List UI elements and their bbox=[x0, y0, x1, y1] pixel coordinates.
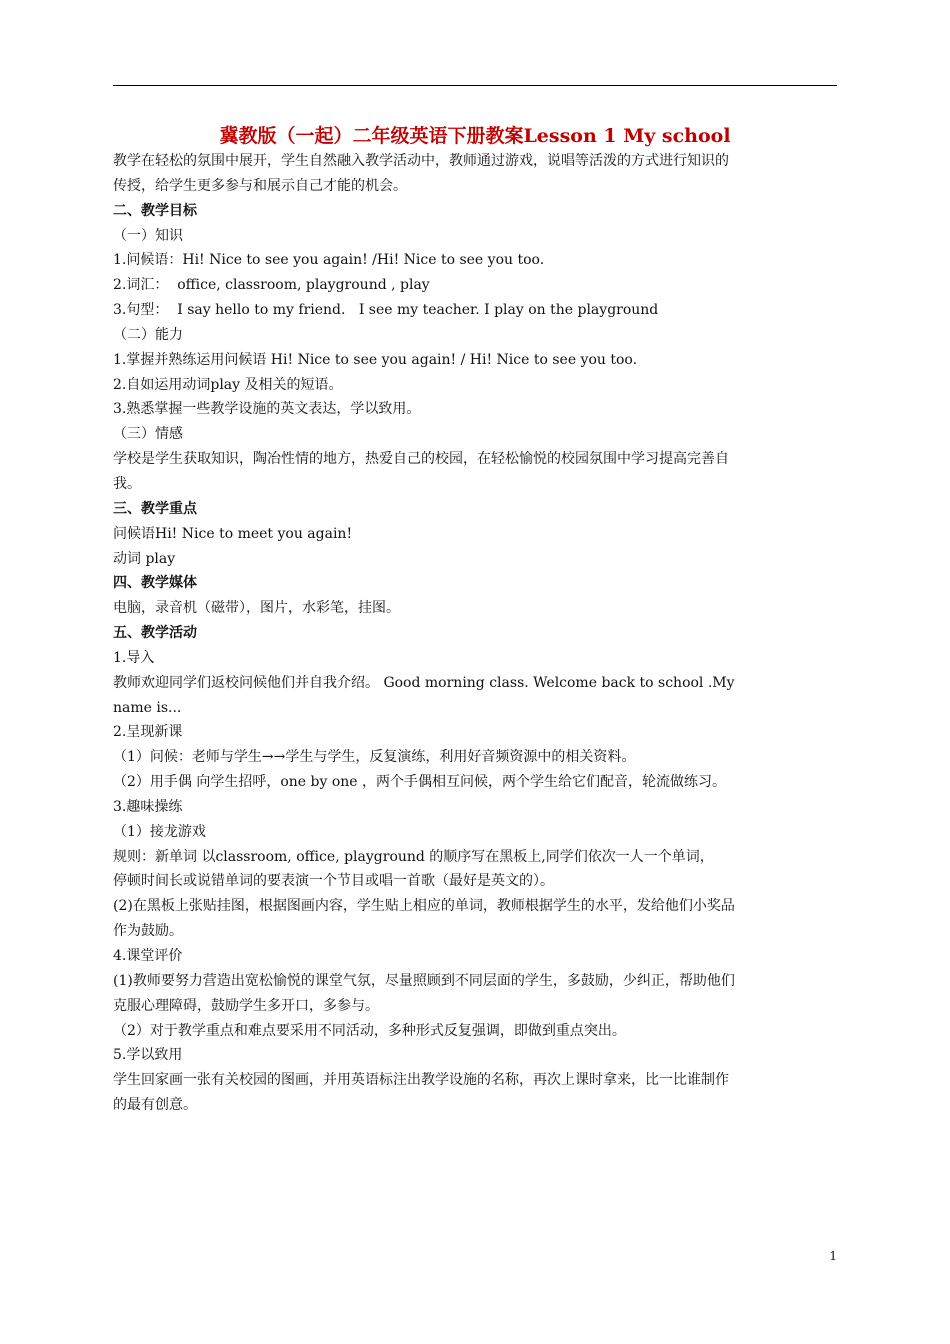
activity-4-item-1-line-2: 克服心理障碍，鼓励学生多开口，多参与。 bbox=[113, 997, 379, 1014]
activity-3-item-2-line-2: 作为鼓励。 bbox=[113, 923, 183, 940]
knowledge-item-sentences: 3.句型： I say hello to my friend. I see my teacher. I play on the playground bbox=[113, 302, 659, 319]
subheading-ability: （二）能力 bbox=[113, 326, 183, 343]
activity-5-line-1: 学生回家画一张有关校园的图画，并用英语标注出教学设施的名称，再次上课时拿来，比一比谁制作 bbox=[113, 1072, 729, 1089]
activity-5-heading: 5.学以致用 bbox=[113, 1047, 183, 1064]
key-point-greeting: 问候语Hi! Nice to meet you again! bbox=[113, 525, 353, 542]
emotion-line-1: 学校是学生获取知识，陶冶性情的地方，热爱自己的校园，在轻松愉悦的校园氛围中学习提高完善自 bbox=[113, 451, 729, 468]
page-number: 1 bbox=[829, 1249, 837, 1263]
section-heading-key-points: 三、教学重点 bbox=[113, 500, 197, 517]
activity-4-item-1-line-1: (1)教师要努力营造出宽松愉悦的课堂气氛，尽量照顾到不同层面的学生，多鼓励，少纠正，帮助他们 bbox=[113, 972, 735, 989]
activity-2-item-1: （1）问候：老师与学生→→学生与学生，反复演练，利用好音频资源中的相关资料。 bbox=[113, 749, 636, 766]
activity-3-rules-line-2: 停顿时间长或说错单词的要表演一个节目或唱一首歌（最好是英文的）。 bbox=[113, 873, 554, 890]
subheading-emotion: （三）情感 bbox=[113, 426, 183, 443]
activity-3-item-1: （1）接龙游戏 bbox=[113, 823, 206, 840]
ability-item-2: 2.自如运用动词play 及相关的短语。 bbox=[113, 376, 343, 393]
knowledge-item-vocabulary: 2.词汇： office, classroom, playground , play bbox=[113, 277, 430, 294]
activity-2-heading: 2.呈现新课 bbox=[113, 724, 183, 741]
activity-3-heading: 3.趣味操练 bbox=[113, 798, 183, 815]
activity-5-line-2: 的最有创意。 bbox=[113, 1097, 197, 1114]
activity-1-line-2: name is... bbox=[113, 699, 182, 716]
ability-item-1: 1.掌握并熟练运用问候语 Hi! Nice to see you again! / Hi! Nice to see you too. bbox=[113, 351, 638, 368]
activity-3-item-2-line-1: (2)在黑板上张贴挂图，根据图画内容，学生贴上相应的单词，教师根据学生的水平，发给他们小奖品 bbox=[113, 898, 735, 915]
activity-4-item-2: （2）对于教学重点和难点要采用不同活动，多种形式反复强调，即做到重点突出。 bbox=[113, 1022, 626, 1039]
media-list: 电脑，录音机（磁带），图片，水彩笔，挂图。 bbox=[113, 600, 400, 617]
document-body bbox=[113, 149, 837, 1118]
activity-2-item-2: （2）用手偶 向学生招呼，one by one ，两个手偶相互问候，两个学生给它们配音，轮流做练习。 bbox=[113, 774, 727, 791]
activity-4-heading: 4.课堂评价 bbox=[113, 948, 183, 964]
subheading-knowledge: （一）知识 bbox=[113, 227, 183, 244]
section-heading-activities: 五、教学活动 bbox=[113, 625, 197, 642]
emotion-line-2: 我。 bbox=[113, 475, 141, 492]
ability-item-3: 3.熟悉掌握一些教学设施的英文表达，学以致用。 bbox=[113, 401, 421, 418]
intro-line-1: 教学在轻松的氛围中展开，学生自然融入教学活动中，教师通过游戏，说唱等活泼的方式进行知识的 bbox=[113, 153, 729, 169]
activity-1-heading: 1.导入 bbox=[113, 649, 155, 666]
activity-1-line-1: 教师欢迎同学们返校问候他们并自我介绍。 Good morning class. Welcome back to school .My bbox=[113, 674, 735, 691]
section-heading-media: 四、教学媒体 bbox=[113, 575, 197, 592]
knowledge-item-greeting: 1.问候语：Hi! Nice to see you again! /Hi! Nice to see you too. bbox=[113, 252, 545, 269]
key-point-verb: 动词 play bbox=[113, 550, 176, 567]
intro-line-2: 传授，给学生更多参与和展示自己才能的机会。 bbox=[113, 177, 407, 194]
section-heading-objectives: 二、教学目标 bbox=[113, 202, 197, 219]
document-title: 冀教版（一起）二年级英语下册教案Lesson 1 My school bbox=[219, 125, 731, 147]
header-rule bbox=[113, 85, 837, 86]
activity-3-rules-line-1: 规则：新单词 以classroom, office, playground 的顺序写在黑板上,同学们依次一人一个单词， bbox=[113, 848, 714, 865]
